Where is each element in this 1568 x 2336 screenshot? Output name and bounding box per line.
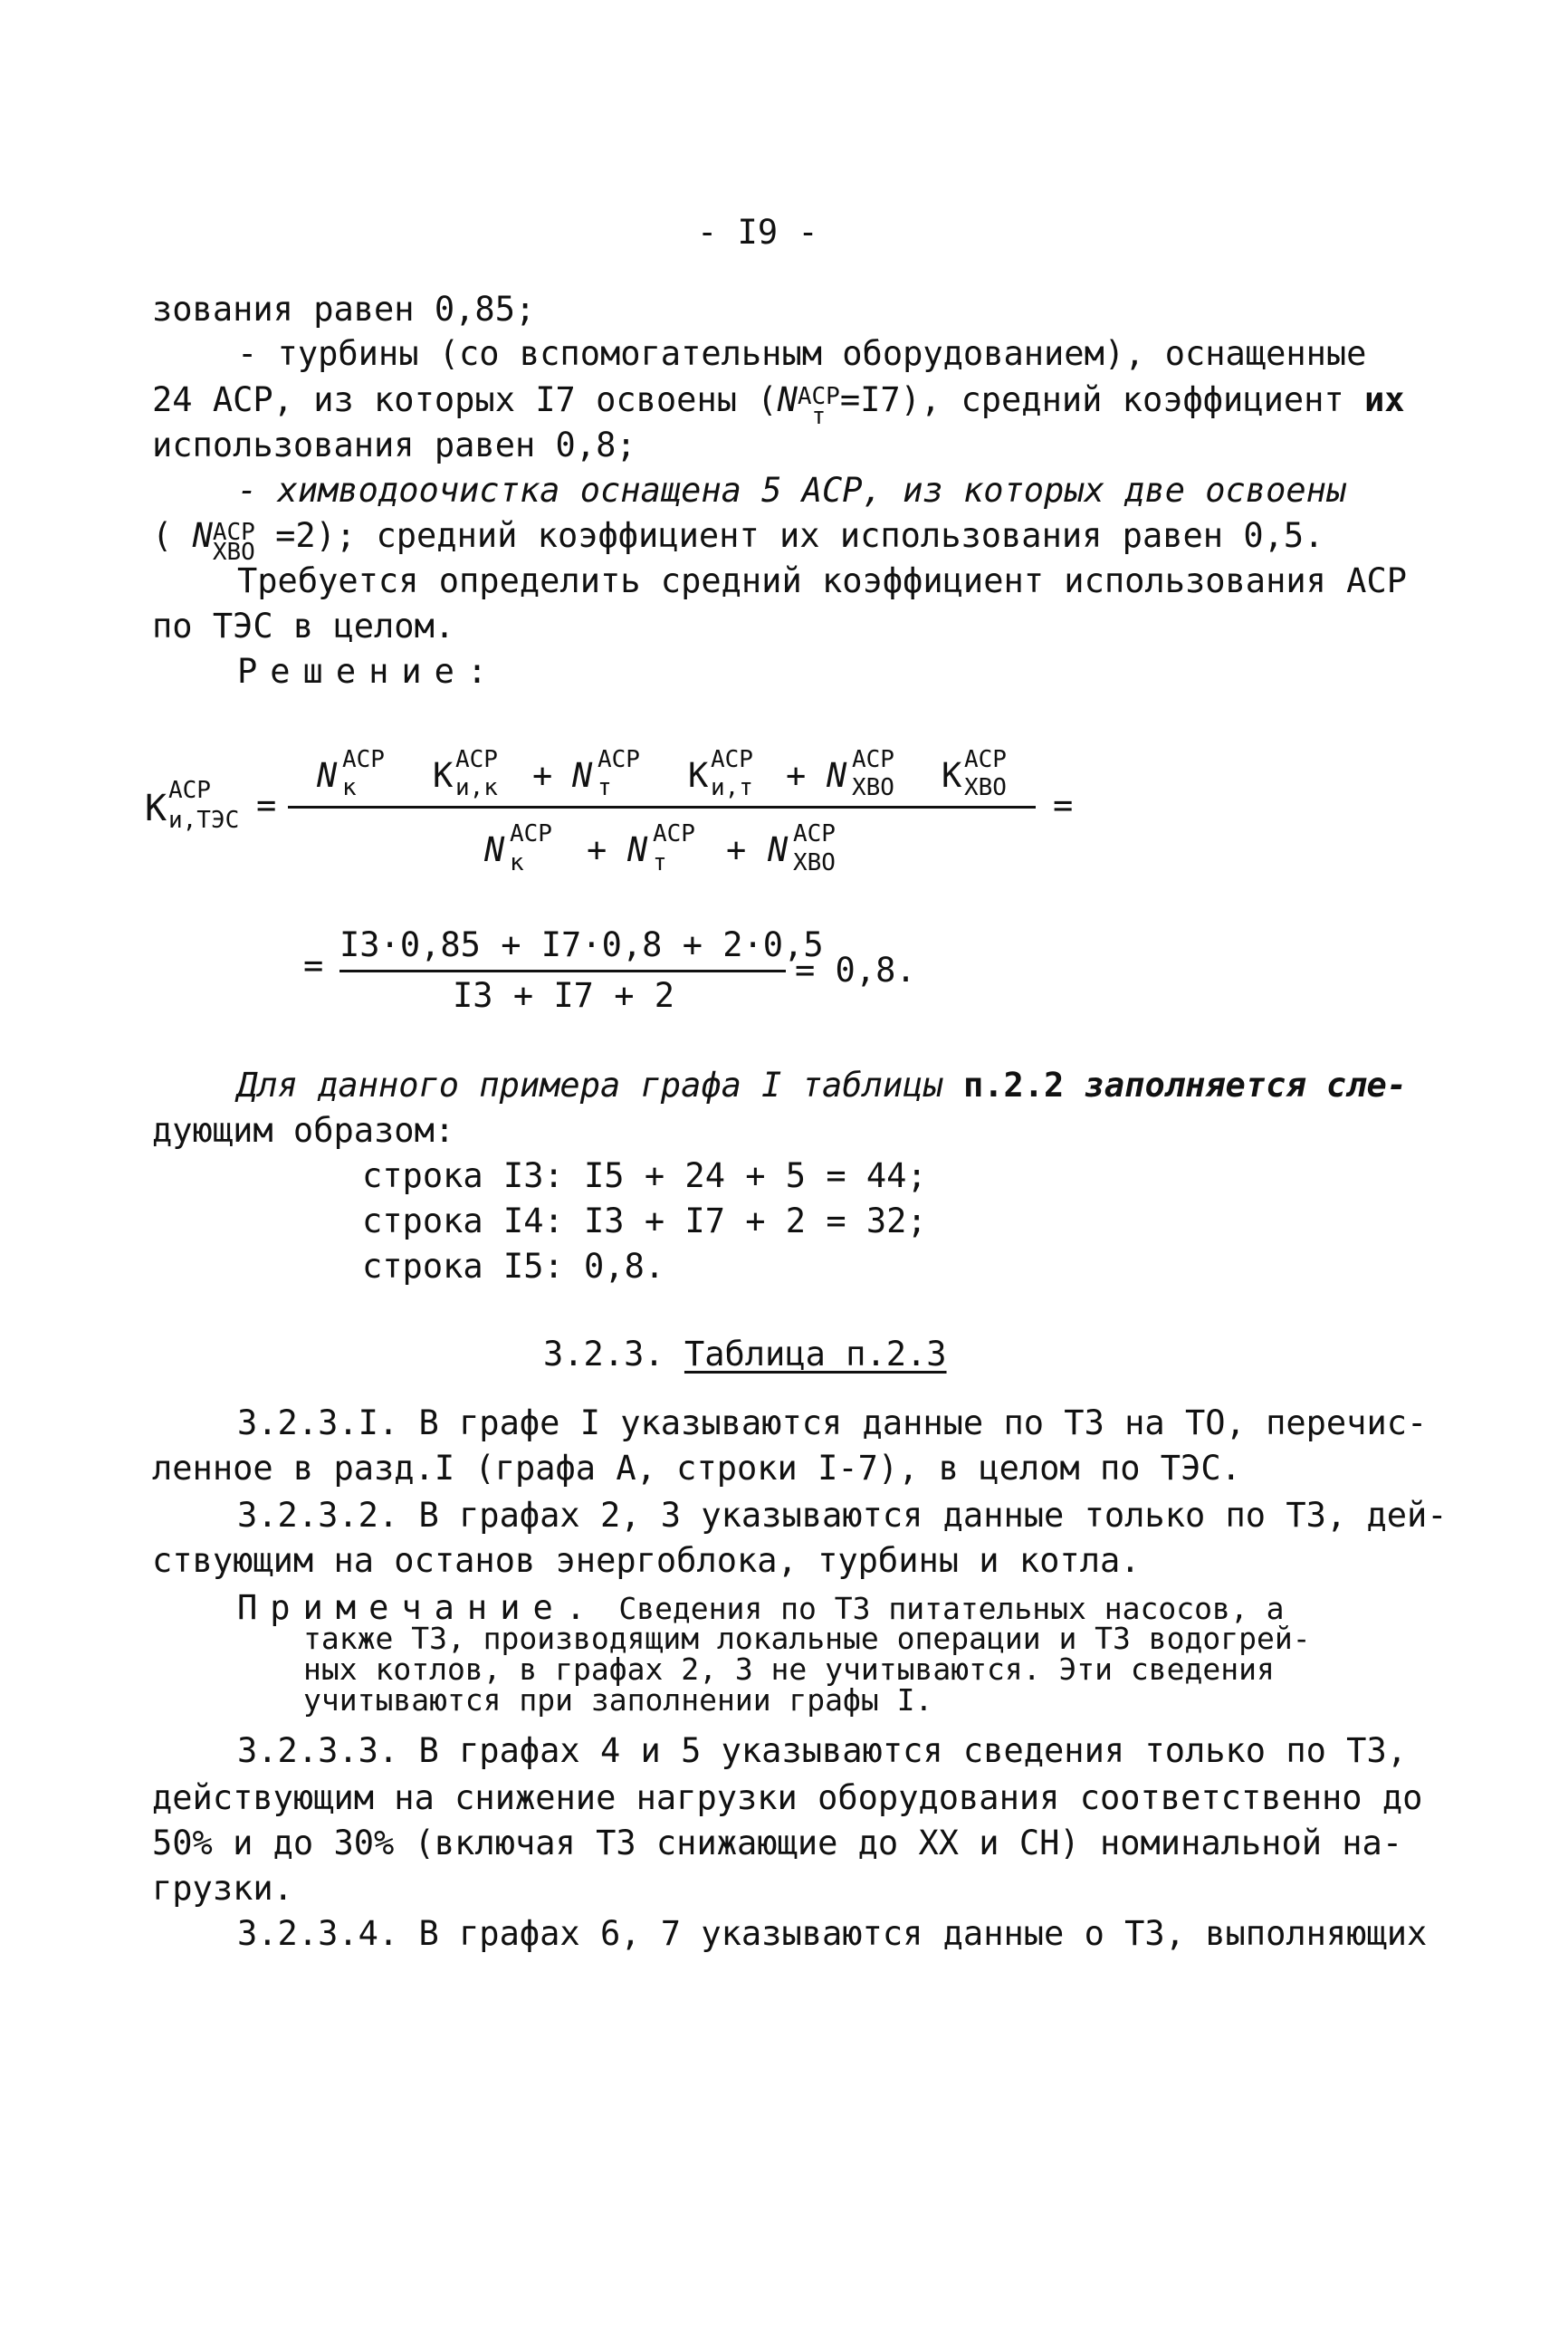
text-line: использования равен 0,8; <box>152 426 636 464</box>
page-number: - I9 - <box>697 213 818 252</box>
plus-sign: + <box>532 756 553 795</box>
plus-sign: + <box>786 756 807 795</box>
text-segment: их <box>1364 380 1405 419</box>
n-symbol: N <box>768 830 789 869</box>
asr-superscript: АСР <box>510 820 552 847</box>
note-line: ных котлов, в графах 2, 3 не учитываются. Эти сведения <box>303 1651 1275 1687</box>
text-segment: заполняется сле- <box>1084 1066 1408 1105</box>
formula-result: = 0,8. <box>795 951 916 990</box>
k-subscript: к <box>342 774 357 801</box>
asr-superscript: АСР <box>455 746 498 773</box>
text-line: 3.2.3.3. В графах 4 и 5 указываются сведения только по ТЗ, <box>237 1731 1408 1770</box>
plus-sign: + <box>587 830 607 869</box>
it-subscript: и,т <box>711 774 753 801</box>
fraction-bar <box>339 970 786 972</box>
text-segment: =2); средний коэффициент их использования равен 0,5. <box>275 516 1324 555</box>
plus-sign: + <box>726 830 747 869</box>
n-symbol: N <box>192 516 213 555</box>
equals-sign: = <box>303 946 324 985</box>
asr-superscript: АСР <box>212 519 255 546</box>
text-line: - турбины (со вспомогательным оборудованием), оснащенные <box>237 334 1367 373</box>
asr-superscript: АСР <box>711 746 753 773</box>
text-line: зования равен 0,85; <box>152 290 536 329</box>
asr-superscript: АСР <box>964 746 1007 773</box>
table-row-note: строка I5: 0,8. <box>362 1247 665 1286</box>
tes-subscript: и,ТЭС <box>168 807 240 834</box>
text-line: 3.2.3.I. В графе I указываются данные по ТЗ на ТО, перечис- <box>237 1403 1428 1442</box>
text-line: грузки. <box>152 1869 293 1908</box>
text-segment: таблицы <box>801 1066 943 1105</box>
xvo-subscript: ХВО <box>793 849 836 876</box>
text-line: 50% и до 30% (включая ТЗ снижающие до XX и СН) номинальной на- <box>152 1824 1403 1862</box>
n-symbol: N <box>777 380 798 419</box>
text-segment: Для данного примера графа I <box>237 1066 782 1105</box>
text-line-with-symbol <box>152 378 1405 430</box>
table-row-note: строка I4: I3 + I7 + 2 = 32; <box>362 1202 927 1240</box>
note-line: учитываются при заполнении графы I. <box>303 1682 933 1718</box>
n-symbol: N <box>572 756 593 795</box>
text-segment: Сведения по ТЗ питательных насосов, а <box>618 1591 1285 1626</box>
fraction-bar <box>288 806 1036 809</box>
text-segment: 24 АСР, из которых I7 освоены ( <box>152 380 778 419</box>
formula-numerator: I3·0,85 + I7·0,8 + 2·0,5 <box>339 925 824 964</box>
n-symbol: N <box>827 756 847 795</box>
text-segment: п.2.2 <box>962 1066 1065 1105</box>
t-subscript: т <box>598 774 612 801</box>
k-symbol: К <box>433 756 454 795</box>
note-label: Примечание. <box>237 1588 599 1627</box>
xvo-subscript: ХВО <box>852 774 894 801</box>
text-line: ленное в разд.I (графа А, строки I-7), в целом по ТЭС. <box>152 1449 1241 1488</box>
k-subscript: к <box>510 849 524 876</box>
k-tes-symbol: К <box>145 788 167 829</box>
ik-subscript: и,к <box>455 774 498 801</box>
xvo-subscript: ХВО <box>212 539 255 566</box>
text-line: - химводоочистка оснащена 5 АСР, из которых две освоены <box>237 471 1347 510</box>
asr-superscript: АСР <box>342 746 385 773</box>
text-line: Требуется определить средний коэффициент использования АСР <box>237 561 1408 600</box>
text-line: действующим на снижение нагрузки оборудования соответственно до <box>152 1778 1423 1817</box>
k-symbol: К <box>688 756 709 795</box>
asr-superscript: АСР <box>168 777 211 804</box>
section-heading <box>543 1333 947 1376</box>
text-segment: ( <box>152 516 173 555</box>
k-symbol: К <box>942 756 962 795</box>
asr-superscript: АСР <box>598 746 640 773</box>
n-symbol: N <box>627 830 648 869</box>
text-line: 3.2.3.4. В графах 6, 7 указываются данные о ТЗ, выполняющих <box>237 1914 1428 1953</box>
xvo-subscript: ХВО <box>964 774 1007 801</box>
note-line: также ТЗ, производящим локальные операции и ТЗ водогрей- <box>303 1621 1311 1656</box>
text-line: дующим образом: <box>152 1111 455 1150</box>
equals-sign: = <box>1053 786 1074 825</box>
formula-denominator: I3 + I7 + 2 <box>453 976 675 1015</box>
text-line: по ТЭС в целом. <box>152 607 455 646</box>
table-row-note: строка I3: I5 + 24 + 5 = 44; <box>362 1156 927 1195</box>
asr-superscript: АСР <box>793 820 836 847</box>
text-line-mixed <box>237 1064 1407 1107</box>
section-title: Таблица п.2.3 <box>684 1335 947 1374</box>
n-symbol: N <box>484 830 505 869</box>
text-segment: =I7), средний коэффициент <box>839 380 1344 419</box>
asr-superscript: АСР <box>797 383 840 410</box>
n-symbol: N <box>317 756 338 795</box>
solution-heading: Решение: <box>237 652 501 691</box>
asr-superscript: АСР <box>653 820 695 847</box>
t-subscript: т <box>653 849 667 876</box>
text-line-with-symbol <box>152 514 1324 566</box>
section-number: 3.2.3. <box>543 1335 664 1374</box>
text-line: ствующим на останов энергоблока, турбины и котла. <box>152 1541 1141 1580</box>
asr-superscript: АСР <box>852 746 894 773</box>
equals-sign: = <box>256 786 277 825</box>
text-line: 3.2.3.2. В графах 2, 3 указываются данные только по ТЗ, дей- <box>237 1496 1448 1535</box>
t-subscript: т <box>811 403 827 430</box>
